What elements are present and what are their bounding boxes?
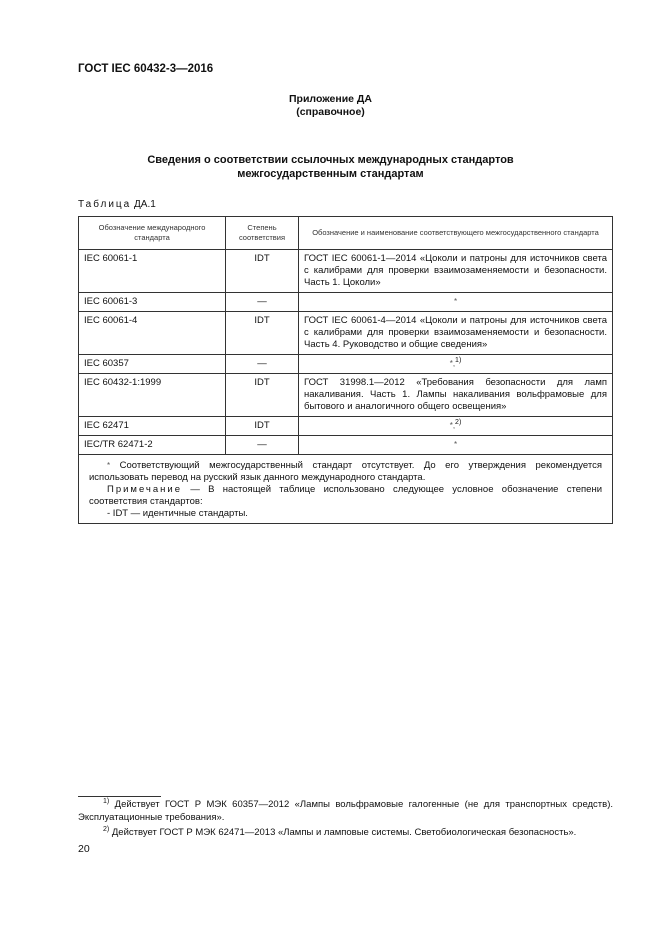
table-row — [79, 312, 613, 355]
star-mark: * — [107, 461, 111, 470]
star-mark: * — [453, 297, 458, 306]
page-number: 20 — [78, 843, 90, 855]
footnote-mark: 2) — [103, 825, 110, 833]
star-mark: * — [453, 440, 458, 449]
table-row — [79, 374, 613, 417]
cell-interstate: ГОСТ 31998.1—2012 «Требования безопасности для ламп накаливания. Часть 1. Лампы накаливания вольфрамовые для бытового и аналогичного общего освещения» — [299, 374, 613, 417]
table-footer — [79, 455, 613, 524]
cell-standard: IEC 60061-1 — [79, 250, 226, 293]
header-degree: Степень соответствия — [226, 217, 299, 250]
footnote-ref: 1) — [455, 356, 462, 364]
appendix-heading-line-2: межгосударственным стандартам — [237, 168, 424, 180]
footnote-text: Действует ГОСТ Р МЭК 62471—2013 «Лампы и ламповые системы. Светобиологическая безопасность». — [111, 827, 577, 838]
table-row — [79, 417, 613, 436]
star-explanation — [89, 460, 602, 484]
appendix-caption — [0, 93, 661, 119]
footnote-2 — [78, 827, 613, 840]
footnote-mark: 1) — [103, 797, 110, 805]
cell-interstate: ГОСТ IEC 60061-4—2014 «Цоколи и патроны для источников света с калибрами для проверки взаимозаменяемости и безопасности. Часть 4. Руководство и общие сведения» — [299, 312, 613, 355]
footnotes — [78, 799, 613, 843]
header-interstate-standard: Обозначение и наименование соответствующего межгосударственного стандарта — [299, 217, 613, 250]
cell-degree: IDT — [226, 250, 299, 293]
star-explanation-text: Соответствующий межгосударственный стандарт отсутствует. До его утверждения рекомендуется использовать перевод на русский язык данного международного стандарта. — [89, 460, 602, 483]
note-text: — В настоящей таблице использовано следующее условное обозначение степени соответствия стандартов: — [89, 484, 602, 507]
cell-degree: IDT — [226, 417, 299, 436]
idt-definition: - IDT — идентичные стандарты. — [107, 508, 248, 519]
cell-degree: — — [226, 293, 299, 312]
cell-degree: — — [226, 355, 299, 374]
cell-degree: IDT — [226, 312, 299, 355]
cell-degree: — — [226, 436, 299, 455]
appendix-title: Приложение ДА — [289, 93, 372, 105]
table-label-number: ДА.1 — [134, 199, 156, 210]
footnote-text: Действует ГОСТ Р МЭК 60357—2012 «Лампы вольфрамовые галогенные (не для транспортных средств). Эксплуатационные требования». — [78, 799, 614, 823]
cell-standard: IEC 62471 — [79, 417, 226, 436]
header-international-standard: Обозначение международного стандарта — [79, 217, 226, 250]
cell-interstate — [299, 417, 613, 436]
cell-standard: IEC 60357 — [79, 355, 226, 374]
cell-standard: IEC 60061-3 — [79, 293, 226, 312]
cell-interstate — [299, 293, 613, 312]
footnote-1 — [78, 799, 613, 824]
appendix-heading-line-1: Сведения о соответствии ссылочных международных стандартов — [147, 154, 514, 166]
table-row — [79, 250, 613, 293]
star-mark: *, — [449, 359, 456, 368]
footnote-divider — [78, 796, 161, 797]
table-label — [78, 199, 156, 210]
cell-interstate — [299, 355, 613, 374]
table-footer-row — [79, 455, 613, 524]
cell-standard: IEC 60061-4 — [79, 312, 226, 355]
footnote-ref: 2) — [455, 418, 462, 426]
star-mark: *, — [449, 421, 456, 430]
cell-interstate: ГОСТ IEC 60061-1—2014 «Цоколи и патроны для источников света с калибрами для проверки взаимозаменяемости и безопасности. Часть 1. Цоколи» — [299, 250, 613, 293]
cell-interstate — [299, 436, 613, 455]
document-header: ГОСТ IEC 60432-3—2016 — [78, 63, 214, 75]
cell-standard: IEC 60432-1:1999 — [79, 374, 226, 417]
appendix-subtitle: (справочное) — [296, 106, 365, 118]
table-row — [79, 293, 613, 312]
note-label: Примечание — [107, 484, 182, 495]
table-row — [79, 355, 613, 374]
cell-standard: IEC/TR 62471-2 — [79, 436, 226, 455]
table-row — [79, 436, 613, 455]
table-note — [89, 484, 602, 508]
table-label-prefix: Таблица — [78, 199, 132, 210]
table-header-row — [79, 217, 613, 250]
correspondence-table — [78, 216, 613, 524]
cell-degree: IDT — [226, 374, 299, 417]
appendix-heading — [0, 153, 661, 181]
